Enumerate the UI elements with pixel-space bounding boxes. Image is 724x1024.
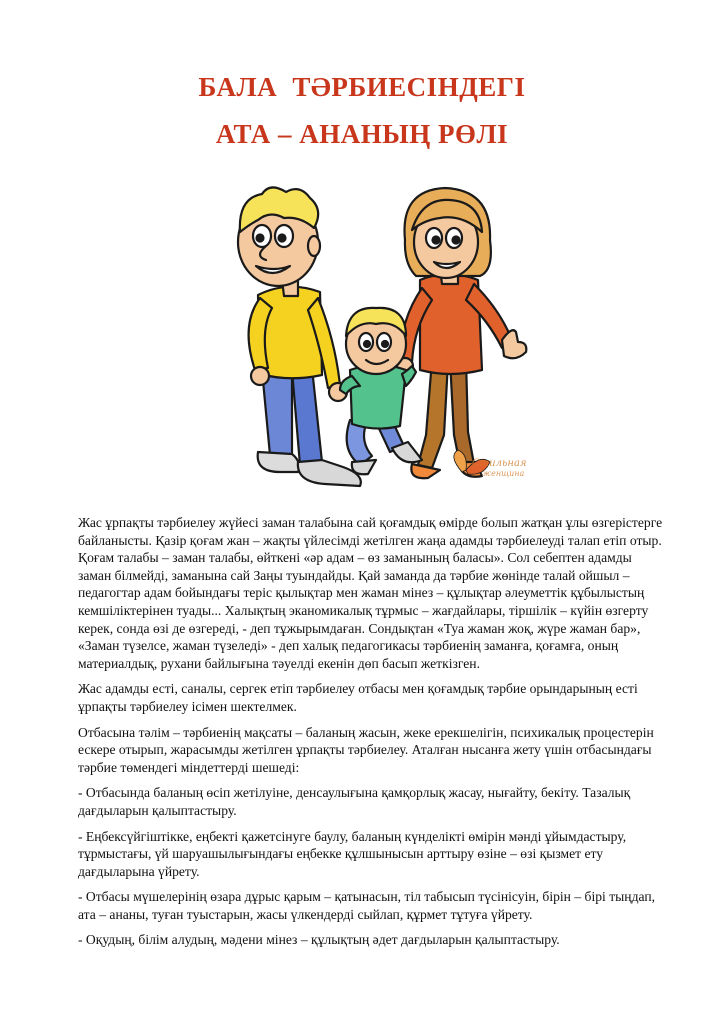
father-figure	[238, 187, 361, 486]
logo-text	[472, 458, 527, 478]
article-body	[78, 514, 668, 957]
paragraph-3: Отбасына тәлім – тәрбиенің мақсаты – баланың жасын, жеке ерекшелігін, психикалық процестерін ескере отырып, жарасымды жетілген ұрпақты тәрбиелеу. Аталған нысанға жету үшін отбасындағы тәрбие төмендегі міндеттерді шешеді:	[78, 724, 654, 775]
logo-text-line-1: Стильная	[472, 458, 527, 469]
page-title-line-1: БАЛА ТӘРБИЕСІНДЕГІ	[198, 72, 526, 102]
list-item-family-relations: - Отбасы мүшелерінің өзара дұрыс қарым – қатынасын, тіл табысып түсінісуін, бірін – бірі тыңдап, ата – ананы, туған туыстарын, жасы үлкендерді сыйлап, құрмет тұтуға үйрету.	[78, 889, 656, 922]
logo-text-line-2: женщина	[482, 469, 525, 478]
list-item-work: - Еңбексүйгіштікке, еңбекті қажетсінуге баулу, баланың күнделікті өмірін мәнді ұйымдастыру, тұрмыстағы, үй шаруашылығындағы еңбекке құлшынысын арттыру өзіне – өзі қызмет ету дағдыларына үйрету.	[78, 828, 627, 879]
paragraph-2: Жас адамды есті, саналы, сергек етіп тәрбиелеу отбасы мен қоғамдық тәрбие орындарының есті ұрпақты тәрбиелеу ісімен шектелмек.	[78, 681, 638, 714]
paragraph-intro: Жас ұрпақты тәрбиелеу жүйесі заман талабына сай қоғамдық өмірде болып жатқан ұлы өзгерістерге байланысты. Қазір қоғам жан – жақты үйлесімді жетілген жаңа адамды тәрбиелеуді талап етіп отыр. Қоғам талабы – заман талабы, өйткені «әр адам – өз заманының баласы». Сол себептен адамды заман білмейді, заманына сай Заңы туындайды. Қай заманда да тәрбие жөнінде талай ойшыл – педагогтар адам бойындағы теріс қылықтар мен жаман мінез – құлықтар әлеуметтік құбылыстың кемшіліктерінен туады... Халықтың эканомикалық тұрмыс – жағдайлары, тіршілік – күйін өзгерту керек, сонда өзі де өзгереді, - деп тұжырымдаған. Сондықтан «Туа жаман жоқ, жүре жаман бар», «Заман түзелсе, жаман түзеледі» - деп халық педагогикасы тәрбиенің заманға, қоғамға, оның материалдық, рухани байлығына тәуелді екенін дөп басып жеткізген.	[78, 515, 663, 671]
list-item-health: - Отбасында баланың өсіп жетілуіне, денсаулығына қамқорлық жасау, нығайту, бекіту. Тазалық дағдыларын қалыптастыру.	[78, 785, 631, 818]
page-title-line-2: АТА – АНАНЫҢ РӨЛІ	[215, 119, 509, 149]
mother-figure	[397, 188, 526, 478]
list-item-education: - Оқудың, білім алудың, мәдени мінез – құлықтың әдет дағдыларын қалыптастыру.	[78, 932, 560, 948]
